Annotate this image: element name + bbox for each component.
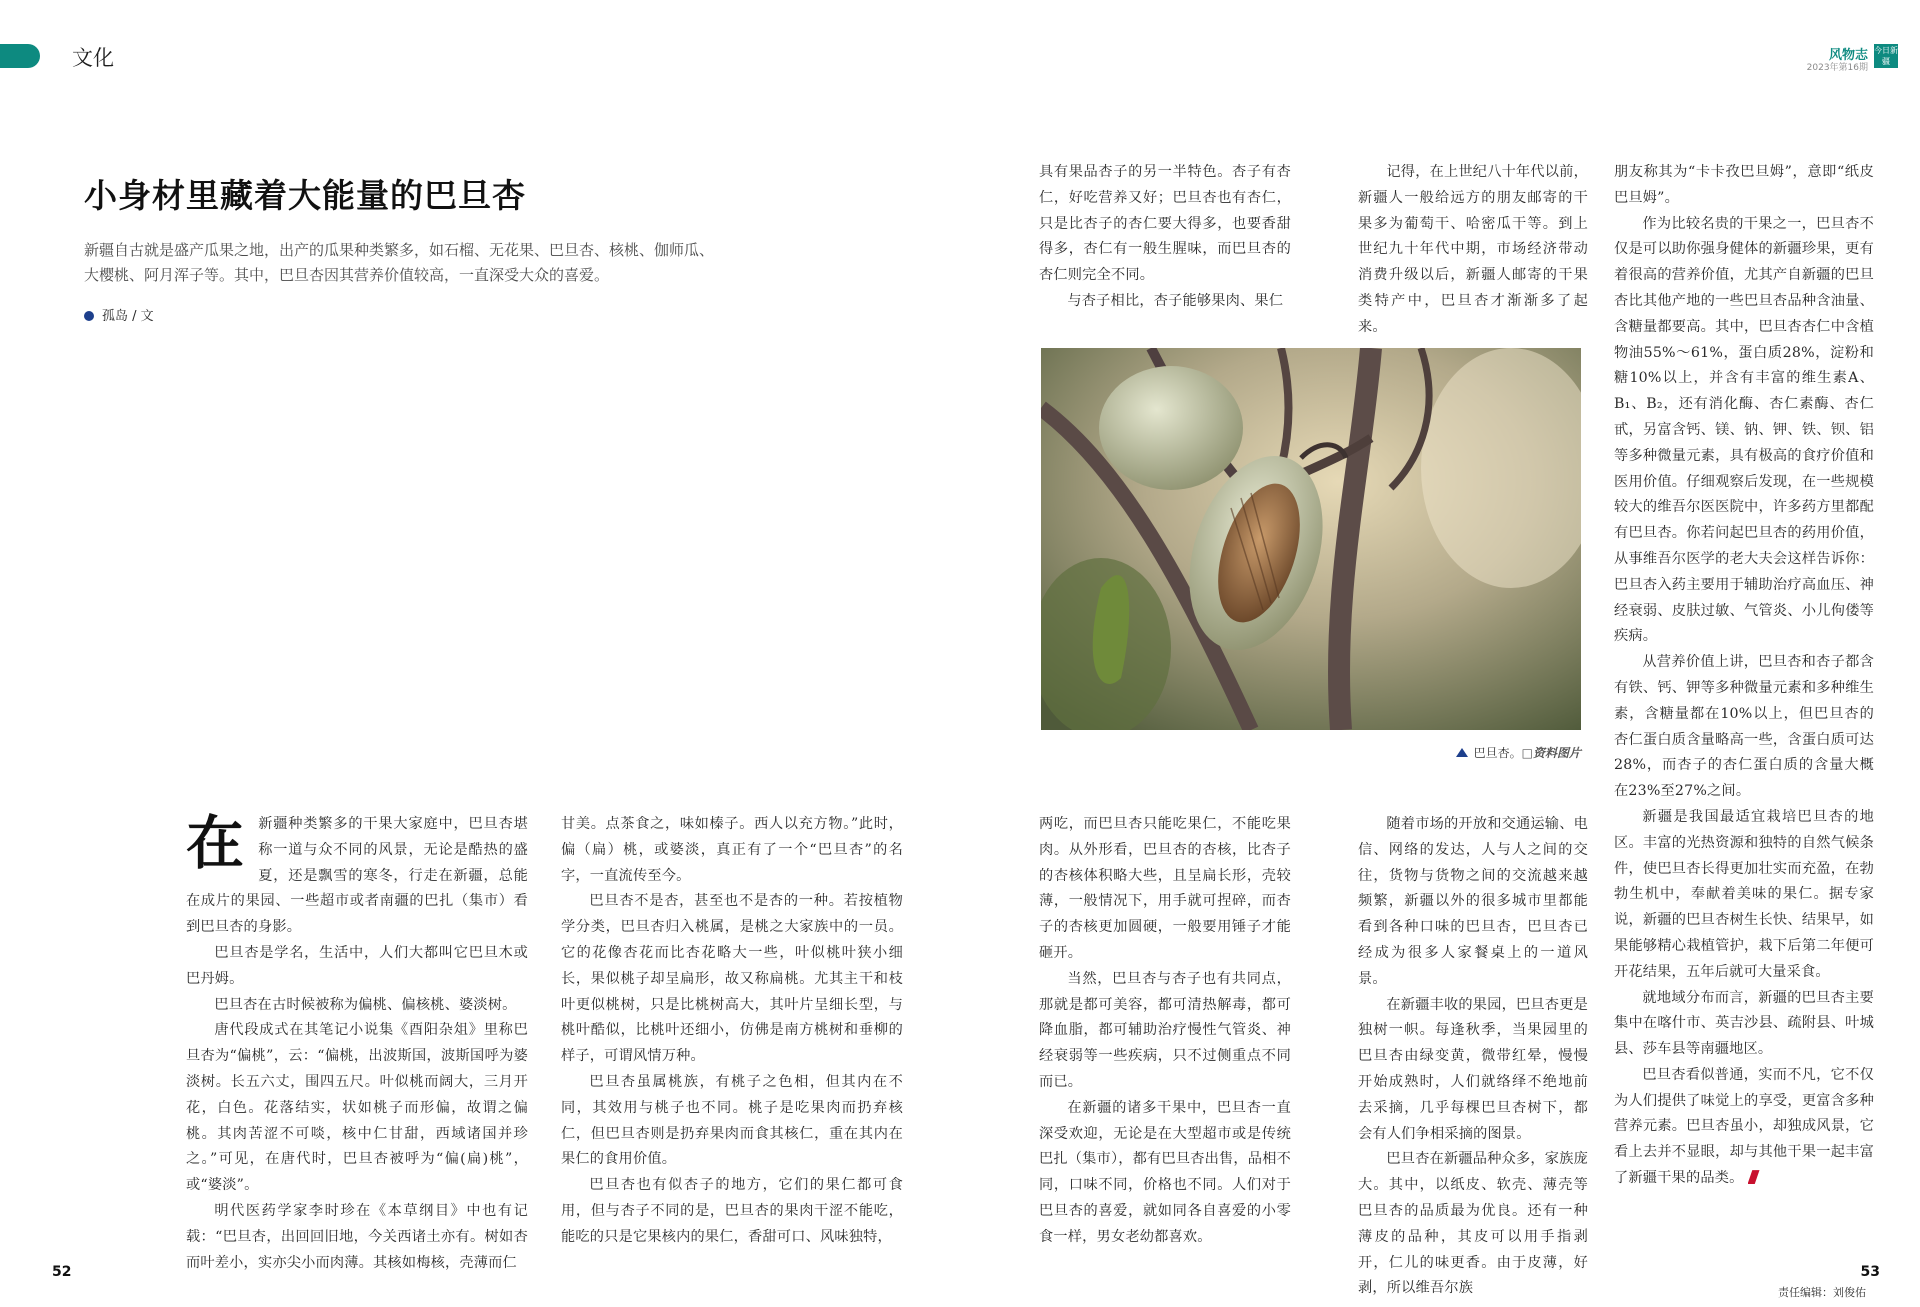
article-title: 小身材里藏着大能量的巴旦杏 xyxy=(84,176,526,215)
paragraph: 朋友称其为“卡卡孜巴旦姆”，意即“纸皮巴旦姆”。 xyxy=(1614,164,1874,206)
paragraph: 巴旦杏虽属桃族，有桃子之色相，但其内在不同，其效用与桃子也不同。桃子是吃果肉而扔弃核仁，但巴旦杏则是扔弃果肉而食其核仁，重在其内在果仁的食用价值。 xyxy=(561,1073,903,1168)
paragraph: 两吃，而巴旦杏只能吃果仁，不能吃果肉。从外形看，巴旦杏的杏核，比杏子的杏核体积略大些，且呈扁长形，壳较薄，一般情况下，用手就可捏碎，而杏子的杏核更加圆硬，一般要用锤子才能砸开。 xyxy=(1039,816,1291,961)
paragraph: 就地域分布而言，新疆的巴旦杏主要集中在喀什市、英吉沙县、疏附县、叶城县、莎车县等南疆地区。 xyxy=(1614,989,1874,1058)
paragraph: 与杏子相比，杏子能够果肉、果仁 xyxy=(1067,292,1284,309)
paragraph: 巴旦杏是学名，生活中，人们大都叫它巴旦木或巴丹姆。 xyxy=(186,944,528,987)
paragraph: 明代医药学家李时珍在《本草纲目》中也有记载：“巴旦杏，出回回旧地，今关西诸土亦有。树如杏而叶差小，实亦尖小而肉薄。其核如梅核，壳薄而仁 xyxy=(186,1202,528,1271)
paragraph: 从营养价值上讲，巴旦杏和杏子都含有铁、钙、钾等多种微量元素和多种维生素，含糖量都在10%以上，但巴旦杏的杏仁蛋白质含量略高一些，含蛋白质可达28%，而杏子的杏仁蛋白质的含量大概在23%至27%之间。 xyxy=(1614,654,1874,800)
responsible-editor: 责任编辑：刘俊佑 xyxy=(1778,1286,1866,1299)
paragraph: 巴旦杏在古时候被称为偏桃、偏核桃、婆淡树。 xyxy=(214,996,517,1013)
article-end-mark-icon xyxy=(1748,1170,1760,1184)
paragraph: 在新疆的诸多干果中，巴旦杏一直深受欢迎，无论是在大型超市或是传统巴扎（集市），都有巴旦杏出售，品相不同，口味不同，价格也不同。人们对于巴旦杏的喜爱，就如同各自喜爱的小零食一样，男女老幼都喜欢。 xyxy=(1039,1099,1291,1245)
paragraph: 在新疆丰收的果园，巴旦杏更是独树一帜。每逢秋季，当果园里的巴旦杏由绿变黄，微带红晕，慢慢开始成熟时，人们就络绎不绝地前去采摘，几乎每棵巴旦杏树下，都会有人们争相采摘的图景。 xyxy=(1358,996,1588,1142)
paragraph: 巴旦杏在新疆品种众多，家族庞大。其中，以纸皮、软壳、薄壳等巴旦杏的品质最为优良。还有一种薄皮的品种，其皮可以用手指剥开，仁儿的味更香。由于皮薄，好剥，所以维吾尔族 xyxy=(1358,1151,1588,1297)
almond-photo xyxy=(1041,348,1581,730)
magazine-issue: 2023年第16期 xyxy=(1806,63,1868,73)
body-column-1 xyxy=(186,809,528,1276)
body-column-3-top xyxy=(1039,160,1291,315)
body-column-3 xyxy=(1039,812,1291,1251)
paragraph: 巴旦杏也有似杏子的地方，它们的果仁都可食用，但与杏子不同的是，巴旦杏的果肉干涩不能吃，能吃的只是它果核内的果仁，香甜可口、风味独特， xyxy=(561,1177,903,1245)
paragraph: 记得，在上世纪八十年代以前，新疆人一般给远方的朋友邮寄的干果多为葡萄干、哈密瓜干等。到上世纪九十年代中期，市场经济带动消费升级以后，新疆人邮寄的干果类特产中，巴旦杏才渐渐多了起来。 xyxy=(1358,164,1588,335)
almond-illustration xyxy=(1041,348,1581,730)
body-column-5 xyxy=(1614,160,1874,1192)
dropcap: 在 xyxy=(186,809,245,877)
magazine-badge-logo: 今日新疆 xyxy=(1874,46,1898,66)
byline-text: 孤岛 / 文 xyxy=(102,309,154,324)
page-number-right: 53 xyxy=(1860,1264,1880,1280)
page-number-left: 52 xyxy=(52,1264,72,1280)
paragraph: 作为比较名贵的干果之一，巴旦杏不仅是可以助你强身健体的新疆珍果，更有着很高的营养价值，尤其产自新疆的巴旦杏比其他产地的一些巴旦杏品种含油量、含糖量都要高。其中，巴旦杏杏仁中含植物油55%～61%，蛋白质28%，淀粉和糖10%以上，并含有丰富的维生素A、B₁、B₂，还有消化酶、杏仁素酶、杏仁甙，另富含钙、镁、钠、钾、铁、钡、铝等多种微量元素，具有极高的食疗价值和医用价值。仔细观察后发现，在一些规模较大的维吾尔医医院中，许多药方里都配有巴旦杏。你若问起巴旦杏的药用价值，从事维吾尔医学的老大夫会这样告诉你：巴旦杏入药主要用于辅助治疗高血压、神经衰弱、皮肤过敏、气管炎、小儿佝偻等疾病。 xyxy=(1614,215,1874,645)
section-label: 文化 xyxy=(72,46,114,70)
paragraph: 甘美。点茶食之，味如榛子。西人以充方物。”此时，偏（扁）桃，或婆淡，真正有了一个“巴旦杏”的名字，一直流传至今。 xyxy=(561,816,903,884)
caption-credit: □资料图片 xyxy=(1521,746,1581,760)
body-column-4-top xyxy=(1358,160,1588,341)
paragraph: 巴旦杏不是杏，甚至也不是杏的一种。若按植物学分类，巴旦杏归入桃属，是桃之大家族中的一员。它的花像杏花而比杏花略大一些，叶似桃叶狭小细长，果似桃子却呈扁形，故又称扁桃。尤其主干和枝叶更似桃树，只是比桃树高大，其叶片呈细长型，与桃叶酷似，比桃叶还细小，仿佛是南方桃树和垂柳的样子，可谓风情万种。 xyxy=(561,893,903,1065)
paragraph: 在新疆种类繁多的干果大家庭中，巴旦杏堪称一道与众不同的风景，无论是酷热的盛夏，还是飘雪的寒冬，行走在新疆，总能在成片的果园、一些超市或者南疆的巴扎（集市）看到巴旦杏的身影。 xyxy=(186,809,528,936)
magazine-name: 风物志 xyxy=(1828,48,1868,63)
paragraph: 当然，巴旦杏与杏子也有共同点，那就是都可美容，都可清热解毒，都可降血脂，都可辅助治疗慢性气管炎、神经衰弱等一些疾病，只不过侧重点不同而已。 xyxy=(1039,970,1291,1090)
paragraph: 巴旦杏看似普通，实而不凡，它不仅为人们提供了味觉上的享受，更富含多种营养元素。巴旦杏虽小，却独成风景，它看上去并不显眼，却与其他干果一起丰富了新疆干果的品类。 xyxy=(1614,1066,1874,1187)
paragraph: 具有果品杏子的另一半特色。杏子有杏仁，好吃营养又好；巴旦杏也有杏仁，只是比杏子的杏仁要大得多，也要香甜得多，杏仁有一般生腥味，而巴旦杏的杏仁则完全不同。 xyxy=(1039,164,1291,284)
paragraph: 随着市场的开放和交通运输、电信、网络的发达，人与人之间的交往，货物与货物之间的交流越来越频繁，新疆以外的很多城市里都能看到各种口味的巴旦杏，巴旦杏已经成为很多人家餐桌上的一道风景。 xyxy=(1358,816,1588,987)
section-tab-marker xyxy=(0,44,40,68)
byline-dot-icon xyxy=(84,311,94,321)
body-column-4 xyxy=(1358,812,1588,1302)
body-column-2 xyxy=(561,812,903,1251)
article-lead: 新疆自古就是盛产瓜果之地，出产的瓜果种类繁多，如石榴、无花果、巴旦杏、核桃、伽师瓜、大樱桃、阿月浑子等。其中，巴旦杏因其营养价值较高，一直深受大众的喜爱。 xyxy=(84,241,715,284)
paragraph: 唐代段成式在其笔记小说集《酉阳杂俎》里称巴旦杏为“偏桃”，云：“偏桃，出波斯国，波斯国呼为婆淡树。长五六丈，围四五尺。叶似桃而阔大，三月开花，白色。花落结实，状如桃子而形偏，故谓之偏桃。其肉苦涩不可啖，核中仁甘甜，西域诸国并珍之。”可见，在唐代时，巴旦杏被呼为“偏(扁)桃”，或“婆淡”。 xyxy=(186,1022,528,1194)
caption-triangle-icon xyxy=(1456,748,1468,757)
byline xyxy=(84,305,154,324)
paragraph: 新疆是我国最适宜栽培巴旦杏的地区。丰富的光热资源和独特的自然气候条件，使巴旦杏长得更加壮实而充盈，在勃勃生机中，奉献着美味的果仁。据专家说，新疆的巴旦杏树生长快、结果早，如果能够精心栽植管护，栽下后第二年便可开花结果，五年后就可大量采食。 xyxy=(1614,808,1874,980)
photo-caption: 巴旦杏。□资料图片 xyxy=(1456,744,1581,761)
